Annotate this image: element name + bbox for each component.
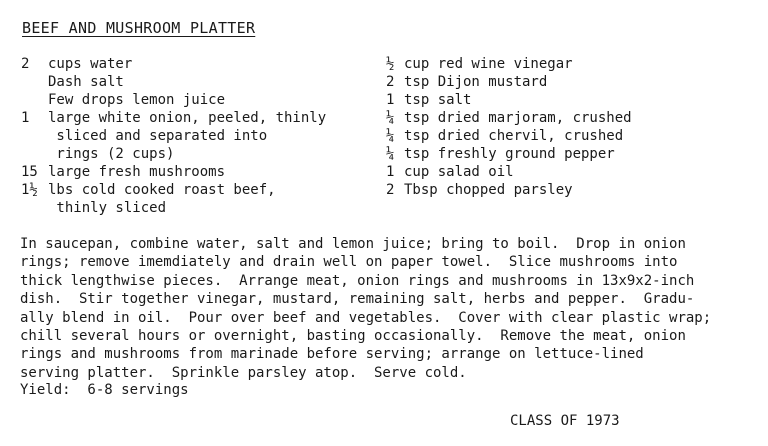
- ingredient-text: tsp Dijon mustard: [404, 74, 548, 90]
- ingredient-continuation: rings (2 cups): [48, 146, 175, 162]
- ingredient-item: [386, 181, 632, 199]
- ingredient-text: cup red wine vinegar: [404, 56, 573, 72]
- ingredient-text: tsp dried chervil, crushed: [404, 128, 624, 144]
- ingredient-qty: 15: [21, 164, 38, 180]
- ingredient-text: Tbsp chopped parsley: [404, 182, 573, 198]
- ingredient-text: Few drops lemon juice: [48, 92, 226, 108]
- recipe-title: BEEF AND MUSHROOM PLATTER: [22, 19, 256, 37]
- instruction-line: thick lengthwise pieces. Arrange meat, onion rings and mushrooms in 13x9x2-inch: [20, 272, 695, 289]
- ingredient-item: [386, 91, 632, 109]
- ingredient-qty: [21, 73, 48, 91]
- ingredient-item: [21, 55, 326, 73]
- instruction-line: In saucepan, combine water, salt and lemon juice; bring to boil. Drop in onion: [20, 236, 686, 252]
- ingredient-qty: ¼: [386, 110, 395, 126]
- ingredient-item: [386, 127, 632, 145]
- credit: CLASS OF 1973: [510, 413, 620, 429]
- ingredient-text: lbs cold cooked roast beef,: [48, 182, 276, 198]
- ingredient-item: [386, 145, 632, 163]
- ingredient-item: [21, 163, 326, 181]
- instruction-line: ally blend in oil. Pour over beef and vegetables. Cover with clear plastic wrap;: [20, 309, 712, 326]
- ingredient-qty: 1½: [21, 182, 38, 198]
- ingredient-text: tsp salt: [404, 92, 472, 108]
- ingredient-item: [386, 55, 632, 73]
- ingredients-right: [386, 55, 632, 199]
- ingredient-continuation: sliced and separated into: [48, 128, 268, 144]
- ingredient-qty: ¼: [386, 128, 395, 144]
- ingredient-item: [21, 109, 326, 163]
- ingredient-qty: 1: [386, 92, 395, 108]
- instruction-line: rings; remove imemdiately and drain well on paper towel. Slice mushrooms into: [20, 254, 678, 271]
- instruction-line: rings and mushrooms from marinade before serving; arrange on lettuce-lined: [20, 346, 644, 363]
- ingredient-qty: ½: [386, 56, 395, 72]
- ingredient-qty: 1: [386, 164, 395, 180]
- ingredient-text: tsp freshly ground pepper: [404, 146, 615, 162]
- ingredient-text: large white onion, peeled, thinly: [48, 110, 327, 126]
- ingredient-continuation: thinly sliced: [48, 200, 167, 216]
- ingredient-item: [386, 109, 632, 127]
- ingredient-qty: 2: [386, 182, 395, 198]
- ingredient-text: large fresh mushrooms: [48, 164, 226, 180]
- ingredient-item: [386, 163, 632, 181]
- ingredient-qty: 2: [386, 74, 395, 90]
- ingredients-left: [21, 55, 326, 217]
- ingredient-item: [21, 73, 326, 91]
- ingredient-qty: [21, 91, 48, 109]
- yield: Yield: 6-8 servings: [20, 382, 189, 398]
- ingredient-text: cup salad oil: [404, 164, 514, 180]
- ingredient-text: Dash salt: [48, 74, 124, 90]
- instruction-line: serving platter. Sprinkle parsley atop. Serve cold.: [20, 364, 467, 381]
- ingredient-qty: 1: [21, 110, 30, 126]
- ingredient-text: tsp dried marjoram, crushed: [404, 110, 632, 126]
- instructions: [20, 235, 711, 382]
- ingredient-qty: 2: [21, 56, 30, 72]
- instruction-line: dish. Stir together vinegar, mustard, remaining salt, herbs and pepper. Gradu-: [20, 291, 695, 308]
- ingredient-item: [21, 181, 326, 217]
- ingredient-item: [21, 91, 326, 109]
- ingredient-text: cups water: [48, 56, 133, 72]
- ingredient-item: [386, 73, 632, 91]
- ingredient-qty: ¼: [386, 146, 395, 162]
- instruction-line: chill several hours or overnight, basting occasionally. Remove the meat, onion: [20, 328, 686, 345]
